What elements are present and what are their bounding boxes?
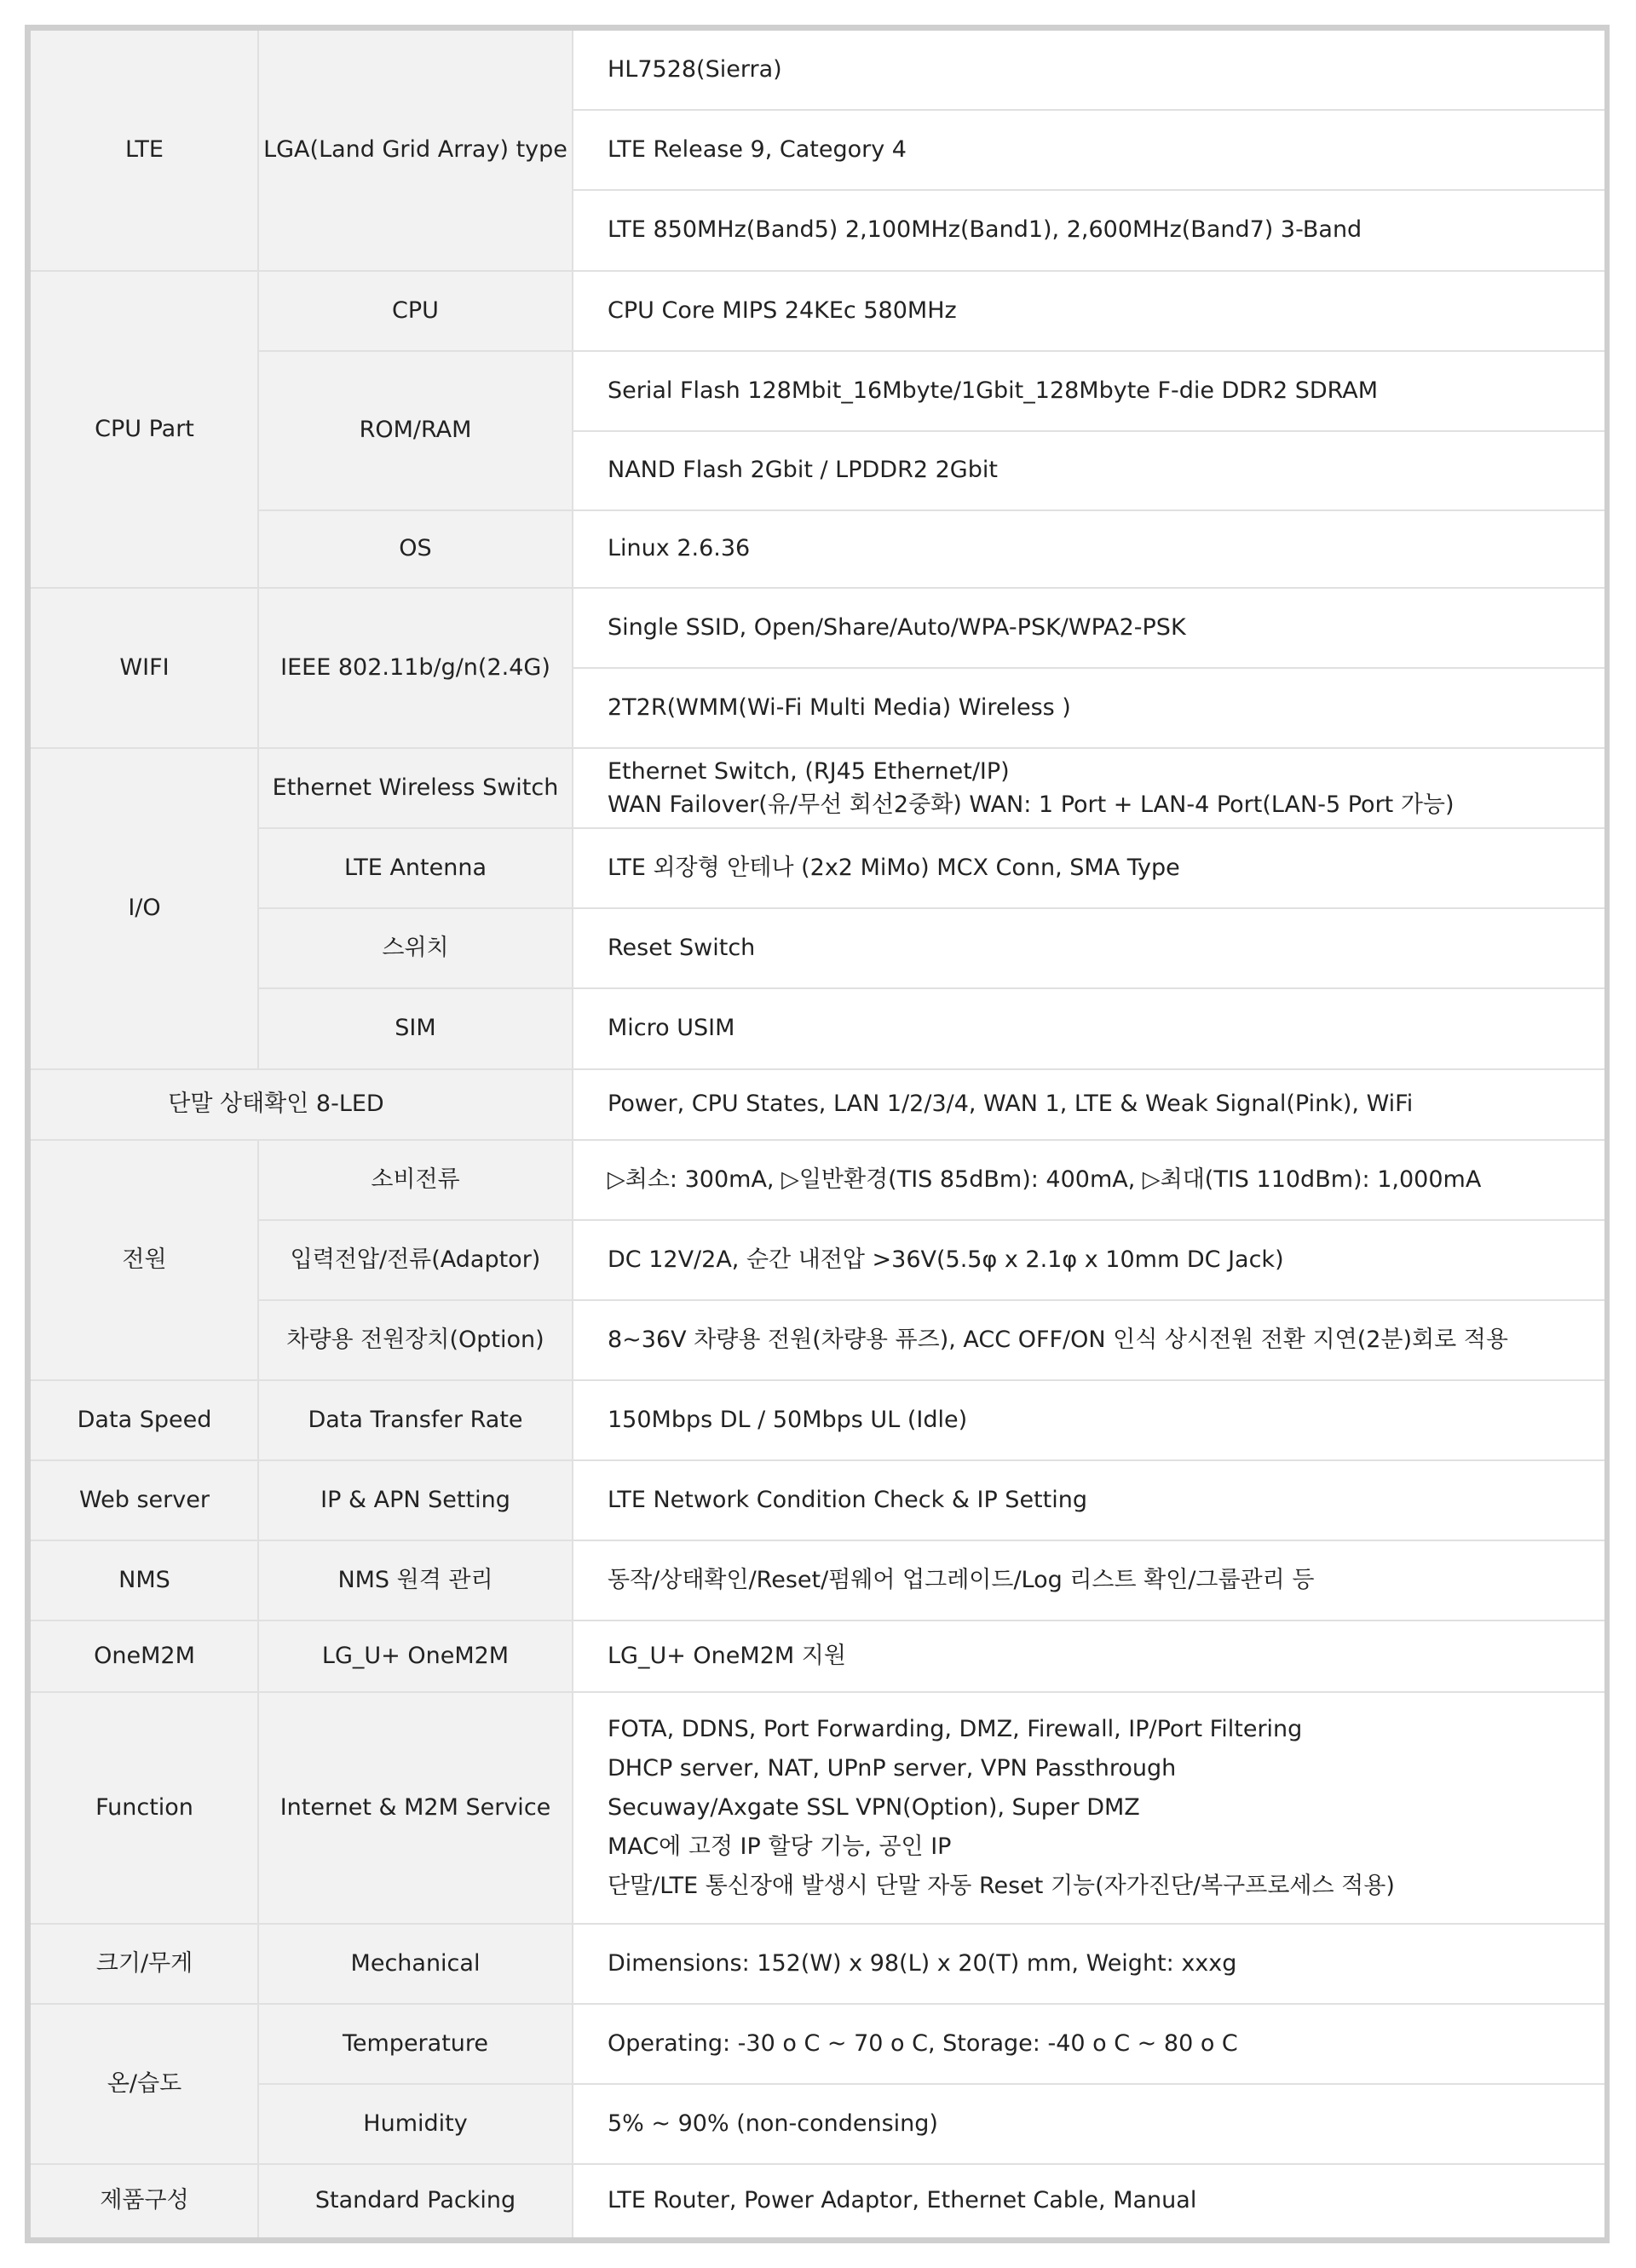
row-divider — [258, 350, 1604, 352]
sub-onem2m: LG_U+ OneM2M — [258, 1621, 573, 1691]
column-divider — [257, 31, 259, 1070]
value-wifi-2t2r: 2T2R(WMM(Wi-Fi Multi Media) Wireless ) — [573, 669, 1604, 747]
function-line: DHCP server, NAT, UPnP server, VPN Passthrough — [608, 1755, 1177, 1782]
row-divider — [258, 987, 1604, 989]
category-size-weight: 크기/무게 — [31, 1925, 258, 2003]
category-temp-humidity: 온/습도 — [31, 2005, 258, 2163]
value-wifi-ssid: Single SSID, Open/Share/Auto/WPA-PSK/WPA2-PSK — [573, 589, 1604, 667]
sub-mechanical: Mechanical — [258, 1925, 573, 2003]
sub-lte-antenna: LTE Antenna — [258, 829, 573, 907]
category-web-server: Web server — [31, 1461, 258, 1540]
sub-standard-packing: Standard Packing — [258, 2165, 573, 2237]
sub-ieee: IEEE 802.11b/g/n(2.4G) — [258, 589, 573, 747]
value-data-speed: 150Mbps DL / 50Mbps UL (Idle) — [573, 1381, 1604, 1459]
sub-input-voltage: 입력전압/전류(Adaptor) — [258, 1221, 573, 1299]
value-web-server: LTE Network Condition Check & IP Setting — [573, 1461, 1604, 1540]
sub-sim: SIM — [258, 989, 573, 1068]
category-io: I/O — [31, 749, 258, 1068]
row-divider — [31, 1139, 1604, 1141]
row-divider — [573, 667, 1604, 669]
category-nms: NMS — [31, 1541, 258, 1620]
value-nand-flash: NAND Flash 2Gbit / LPDDR2 2Gbit — [573, 432, 1604, 509]
row-divider — [258, 827, 1604, 829]
value-os: Linux 2.6.36 — [573, 511, 1604, 587]
value-lte-antenna: LTE 외장형 안테나 (2x2 MiMo) MCX Conn, SMA Type — [573, 829, 1604, 907]
category-onem2m: OneM2M — [31, 1621, 258, 1691]
sub-cpu: CPU — [258, 272, 573, 350]
category-data-speed: Data Speed — [31, 1381, 258, 1459]
sub-ip-apn: IP & APN Setting — [258, 1461, 573, 1540]
row-divider — [31, 1068, 1604, 1070]
sub-temperature: Temperature — [258, 2005, 573, 2083]
value-current: ▷최소: 300mA, ▷일반환경(TIS 85dBm): 400mA, ▷최대(TIS 110dBm): 1,000mA — [573, 1141, 1604, 1219]
value-packing: LTE Router, Power Adaptor, Ethernet Cable, Manual — [573, 2165, 1604, 2237]
value-input-voltage: DC 12V/2A, 순간 내전압 >36V(5.5φ x 2.1φ x 10mm DC Jack) — [573, 1221, 1604, 1299]
value-lte-bands: LTE 850MHz(Band5) 2,100MHz(Band1), 2,600MHz(Band7) 3-Band — [573, 191, 1604, 270]
category-lte: LTE — [31, 31, 258, 270]
row-divider — [31, 2003, 1604, 2005]
value-humidity: 5% ~ 90% (non-condensing) — [573, 2085, 1604, 2163]
function-line: MAC에 고정 IP 할당 기능, 공인 IP — [608, 1833, 952, 1860]
function-line: FOTA, DDNS, Port Forwarding, DMZ, Firewall, IP/Port Filtering — [608, 1716, 1303, 1743]
sub-internet-m2m: Internet & M2M Service — [258, 1693, 573, 1923]
sub-switch: 스위치 — [258, 909, 573, 987]
sub-os: OS — [258, 511, 573, 587]
category-packing: 제품구성 — [31, 2165, 258, 2237]
column-divider — [257, 1141, 259, 2237]
sub-ethernet-switch: Ethernet Wireless Switch — [258, 749, 573, 827]
sub-rom-ram: ROM/RAM — [258, 352, 573, 509]
value-lte-release: LTE Release 9, Category 4 — [573, 111, 1604, 189]
value-car-power: 8~36V 차량용 전원(차량용 퓨즈), ACC OFF/ON 인식 상시전원 전환 지연(2분)회로 적용 — [573, 1301, 1604, 1379]
category-wifi: WIFI — [31, 589, 258, 747]
value-nms: 동작/상태확인/Reset/펌웨어 업그레이드/Log 리스트 확인/그룹관리 등 — [573, 1541, 1604, 1620]
sub-current: 소비전류 — [258, 1141, 573, 1219]
row-divider — [258, 2083, 1604, 2085]
function-line: Secuway/Axgate SSL VPN(Option), Super DMZ — [608, 1794, 1140, 1822]
row-divider — [258, 907, 1604, 909]
row-divider — [573, 189, 1604, 191]
row-divider — [31, 587, 1604, 589]
row-divider — [31, 1459, 1604, 1461]
value-temperature: Operating: -30 o C ~ 70 o C, Storage: -40 o C ~ 80 o C — [573, 2005, 1604, 2083]
value-lte-module: HL7528(Sierra) — [573, 31, 1604, 109]
category-function: Function — [31, 1693, 258, 1923]
value-ethernet: Ethernet Switch, (RJ45 Ethernet/IP) WAN Failover(유/무선 회선2중화) WAN: 1 Port + LAN-4 Port(LAN-5 Port 가능) — [573, 749, 1604, 827]
value-function — [573, 1693, 1604, 1923]
row-divider — [258, 1219, 1604, 1221]
row-divider — [31, 747, 1604, 749]
value-led: Power, CPU States, LAN 1/2/3/4, WAN 1, LTE & Weak Signal(Pink), WiFi — [573, 1070, 1604, 1139]
row-divider — [573, 109, 1604, 111]
row-divider — [31, 1620, 1604, 1621]
value-sim: Micro USIM — [573, 989, 1604, 1068]
category-cpu-part: CPU Part — [31, 272, 258, 587]
row-divider — [258, 509, 1604, 511]
sub-nms-remote: NMS 원격 관리 — [258, 1541, 573, 1620]
sub-car-power: 차량용 전원장치(Option) — [258, 1301, 573, 1379]
value-reset-switch: Reset Switch — [573, 909, 1604, 987]
value-dimensions: Dimensions: 152(W) x 98(L) x 20(T) mm, Weight: xxxg — [573, 1925, 1604, 2003]
column-divider — [572, 31, 573, 2237]
value-cpu: CPU Core MIPS 24KEc 580MHz — [573, 272, 1604, 350]
row-divider — [258, 1299, 1604, 1301]
function-line: 단말/LTE 통신장애 발생시 단말 자동 Reset 기능(자가진단/복구프로세스 적용) — [608, 1872, 1395, 1899]
sub-lga-type: LGA(Land Grid Array) type — [258, 31, 573, 270]
row-divider — [31, 1923, 1604, 1925]
value-onem2m: LG_U+ OneM2M 지원 — [573, 1621, 1604, 1691]
row-divider — [31, 2163, 1604, 2165]
row-divider — [573, 430, 1604, 432]
row-divider — [31, 270, 1604, 272]
value-serial-flash: Serial Flash 128Mbit_16Mbyte/1Gbit_128Mbyte F-die DDR2 SDRAM — [573, 352, 1604, 430]
category-power: 전원 — [31, 1141, 258, 1379]
category-led: 단말 상태확인 8-LED — [31, 1070, 573, 1139]
row-divider — [31, 1379, 1604, 1381]
row-divider — [31, 1691, 1604, 1693]
sub-humidity: Humidity — [258, 2085, 573, 2163]
row-divider — [31, 1540, 1604, 1541]
sub-data-transfer: Data Transfer Rate — [258, 1381, 573, 1459]
